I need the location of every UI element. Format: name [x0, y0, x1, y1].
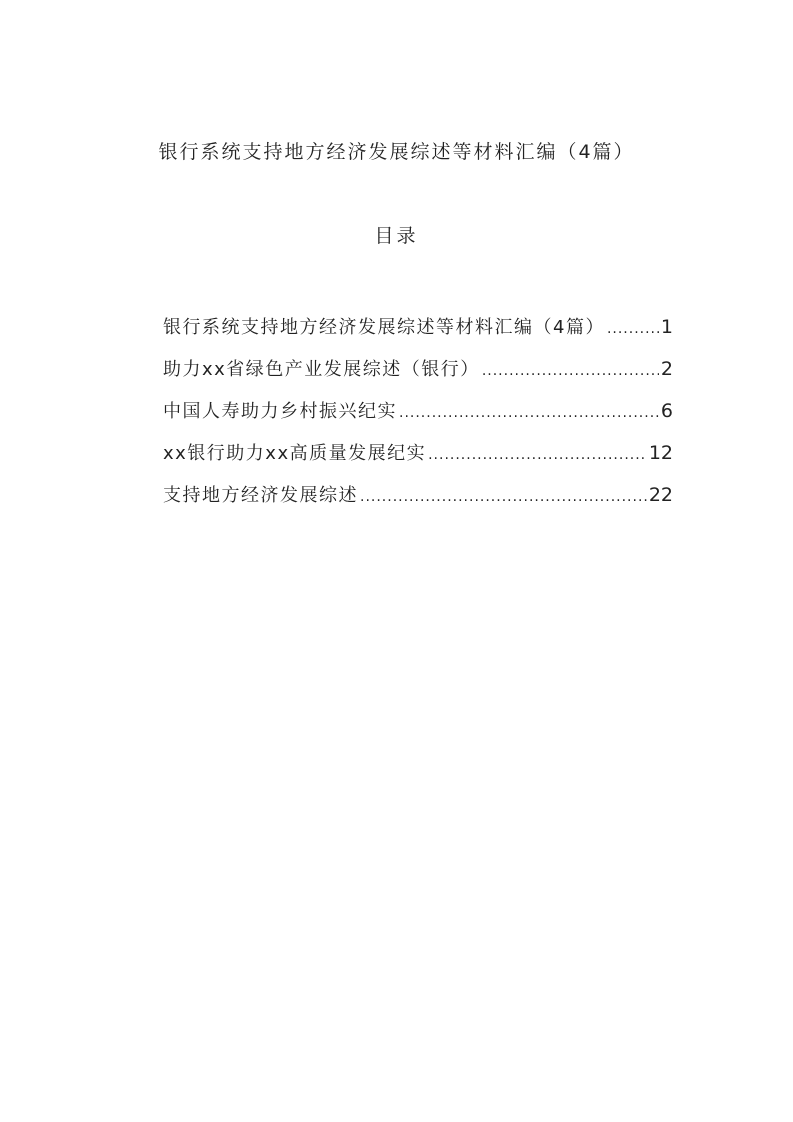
toc-dot-leader: [360, 482, 647, 512]
toc-dot-leader: [607, 314, 659, 344]
toc-entry-page: 12: [648, 442, 673, 464]
toc-dot-leader: [428, 440, 647, 470]
toc-dot-leader: [482, 356, 659, 386]
toc-entry-page: 6: [660, 400, 673, 422]
toc-entry-title: xx银行助力xx高质量发展纪实: [163, 443, 427, 464]
toc-entry[interactable]: [163, 396, 673, 438]
toc-entry[interactable]: [163, 438, 673, 480]
toc-heading: 目录: [374, 225, 419, 247]
toc-entry[interactable]: [163, 354, 673, 396]
toc-entry-title: 银行系统支持地方经济发展综述等材料汇编（4篇）: [163, 317, 605, 338]
toc-entry[interactable]: [163, 480, 673, 522]
toc-entry-page: 1: [660, 316, 673, 338]
toc-entry-title: 助力xx省绿色产业发展综述（银行）: [163, 359, 480, 380]
toc-dot-leader: [399, 398, 659, 428]
toc-entry-page: 22: [648, 484, 673, 506]
toc-entry-page: 2: [660, 358, 673, 380]
toc-entry-title: 中国人寿助力乡村振兴纪实: [163, 401, 397, 422]
document-title: 银行系统支持地方经济发展综述等材料汇编（4篇）: [158, 141, 635, 163]
toc-entry[interactable]: [163, 312, 673, 354]
table-of-contents: [163, 312, 673, 522]
toc-entry-title: 支持地方经济发展综述: [163, 485, 358, 506]
